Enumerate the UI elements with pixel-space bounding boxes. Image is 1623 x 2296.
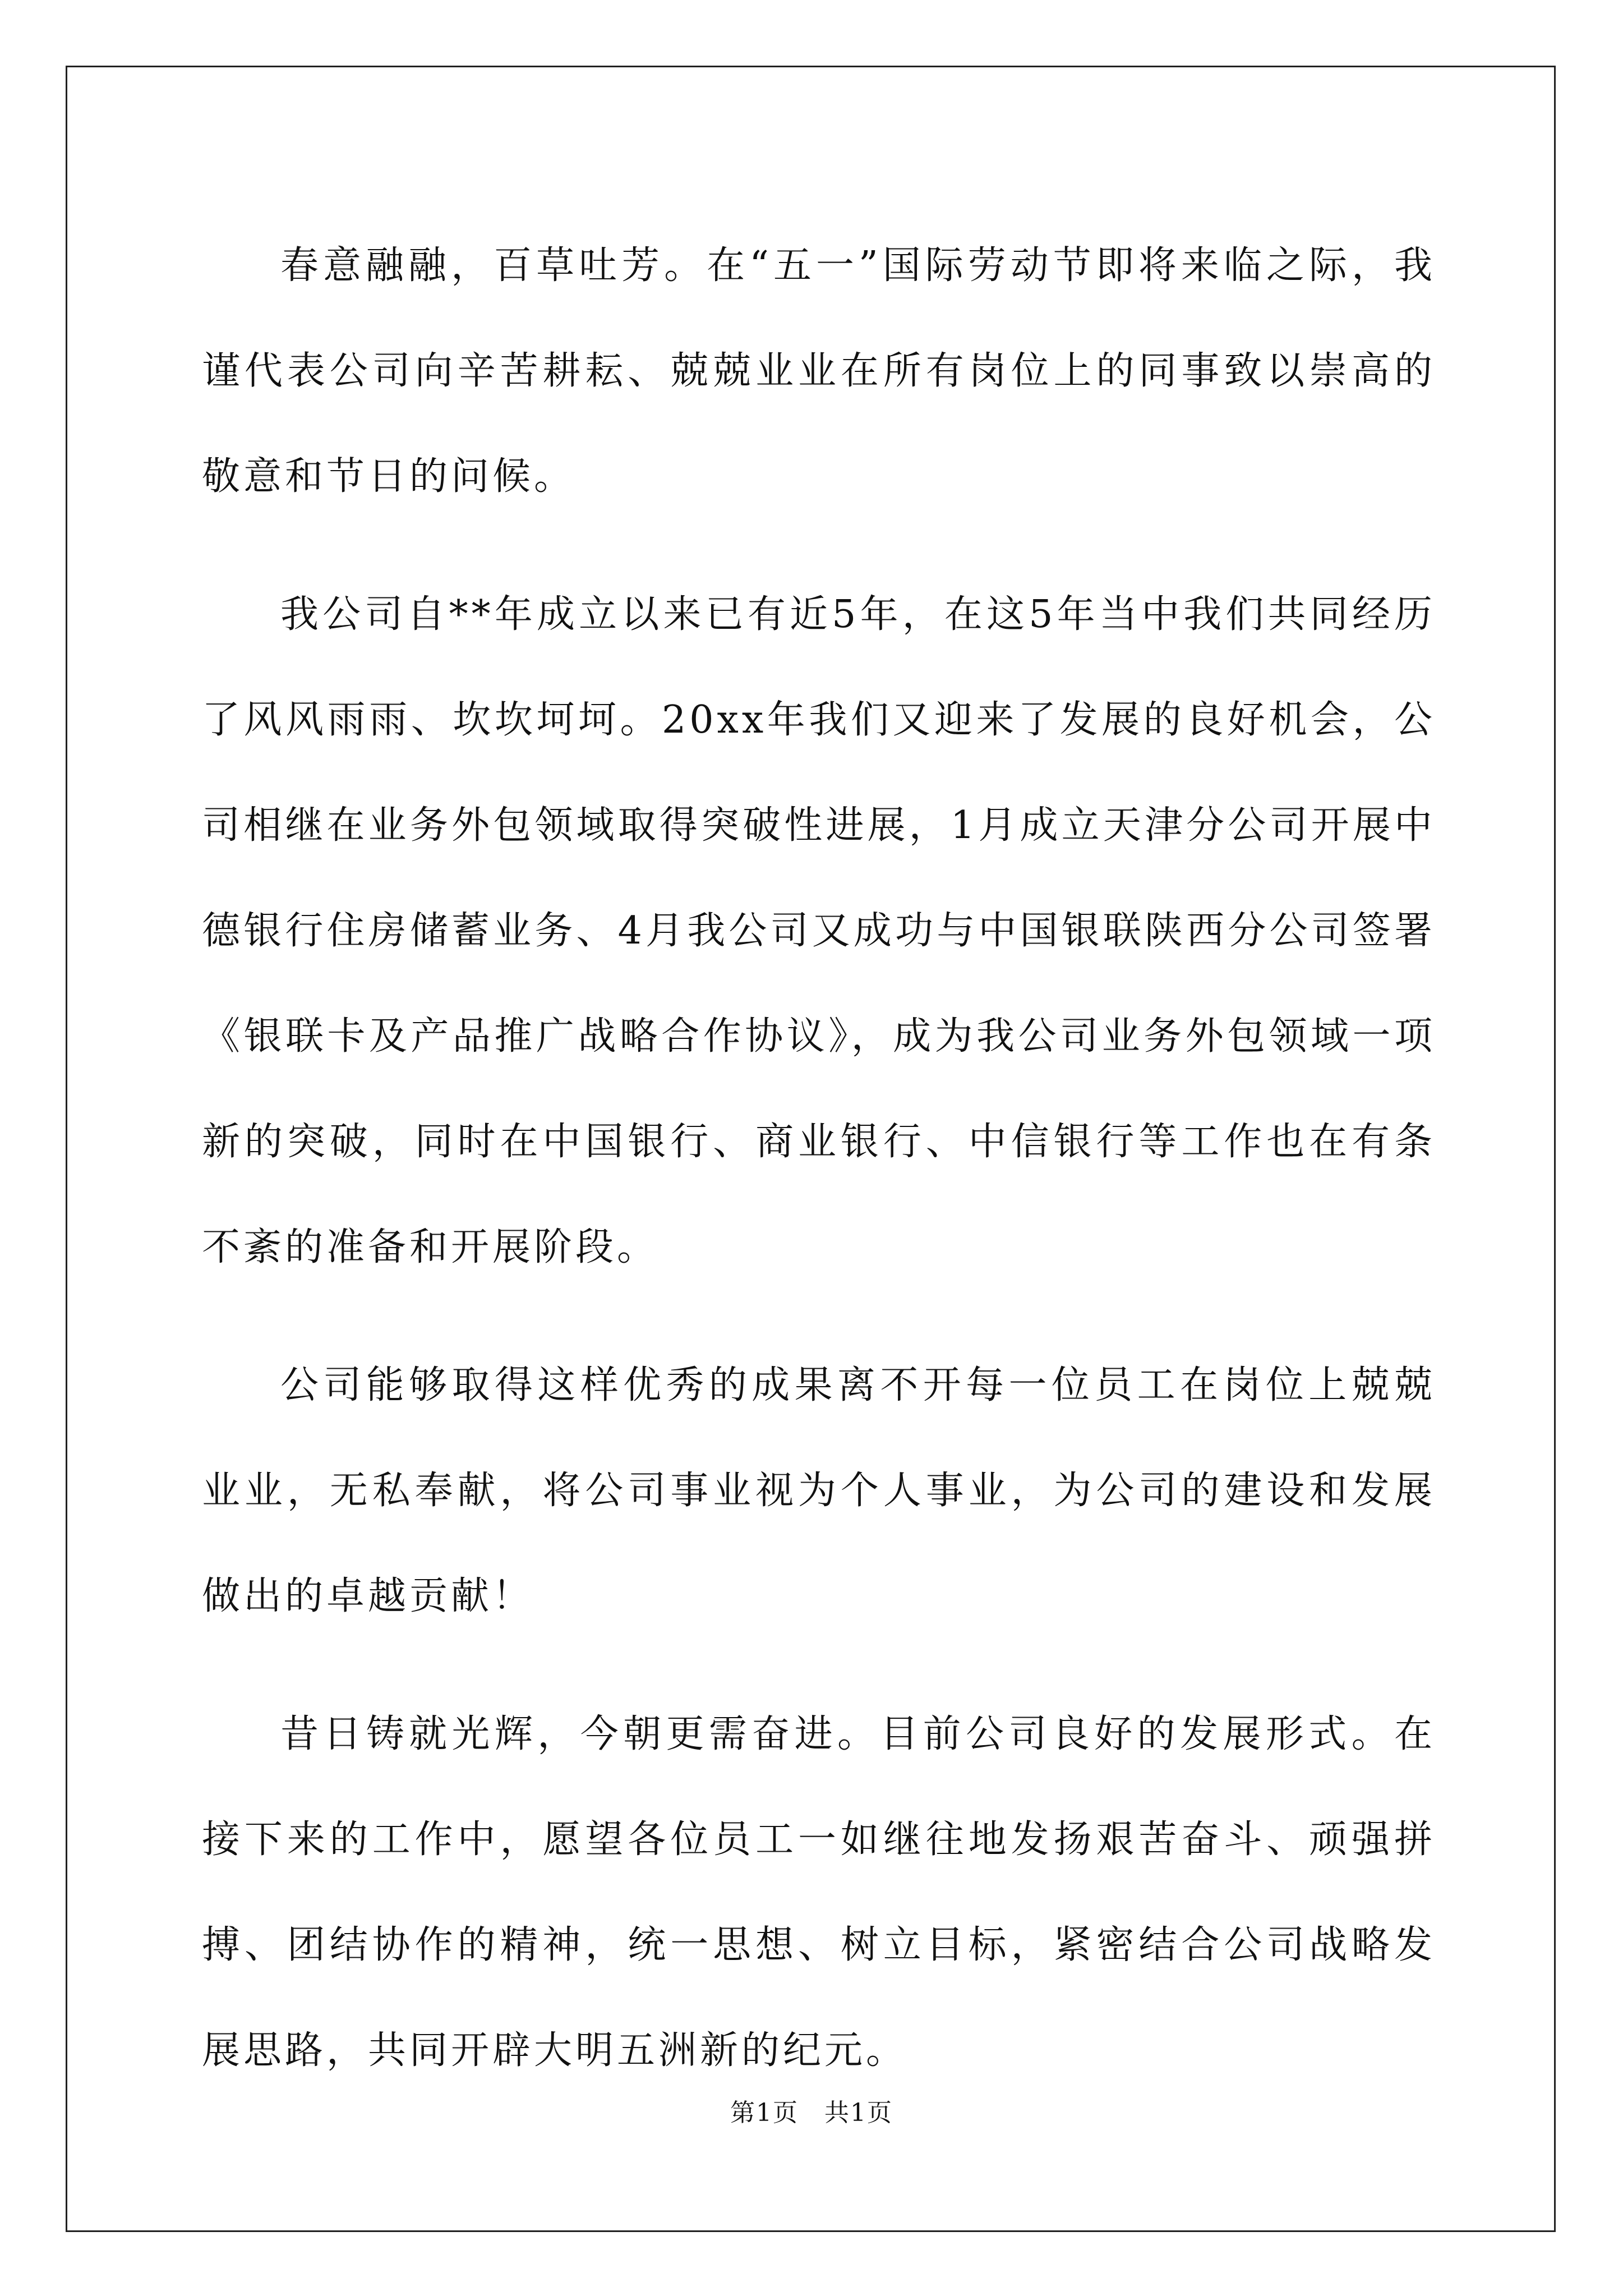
document-body — [202, 213, 1436, 2136]
page-footer: 第1页 共1页 — [730, 2099, 893, 2127]
paragraph-1: 春意融融，百草吐芳。在“五一”国际劳动节即将来临之际，我谨代表公司向辛苦耕耘、兢兢业业在所有岗位上的同事致以崇高的敬意和节日的问候。 — [202, 243, 1436, 499]
paragraph-3: 公司能够取得这样优秀的成果离不开每一位员工在岗位上兢兢业业，无私奉献，将公司事业视为个人事业，为公司的建设和发展做出的卓越贡献！ — [202, 1363, 1436, 1618]
paragraph-2: 我公司自**年成立以来已有近5年，在这5年当中我们共同经历了风风雨雨、坎坎坷坷。20xx年我们又迎来了发展的良好机会，公司相继在业务外包领域取得突破性进展，1月成立天津分公司开展中德银行住房储蓄业务、4月我公司又成功与中国银联陕西分公司签署《银联卡及产品推广战略合作协议》，成为我公司业务外包领域一项新的突破，同时在中国银行、商业银行、中信银行等工作也在有条不紊的准备和开展阶段。 — [202, 592, 1436, 1269]
paragraph-4: 昔日铸就光辉，今朝更需奋进。目前公司良好的发展形式。在接下来的工作中，愿望各位员工一如继往地发扬艰苦奋斗、顽强拼搏、团结协作的精神，统一思想、树立目标，紧密结合公司战略发展思路，共同开辟大明五洲新的纪元。 — [202, 1712, 1436, 2073]
